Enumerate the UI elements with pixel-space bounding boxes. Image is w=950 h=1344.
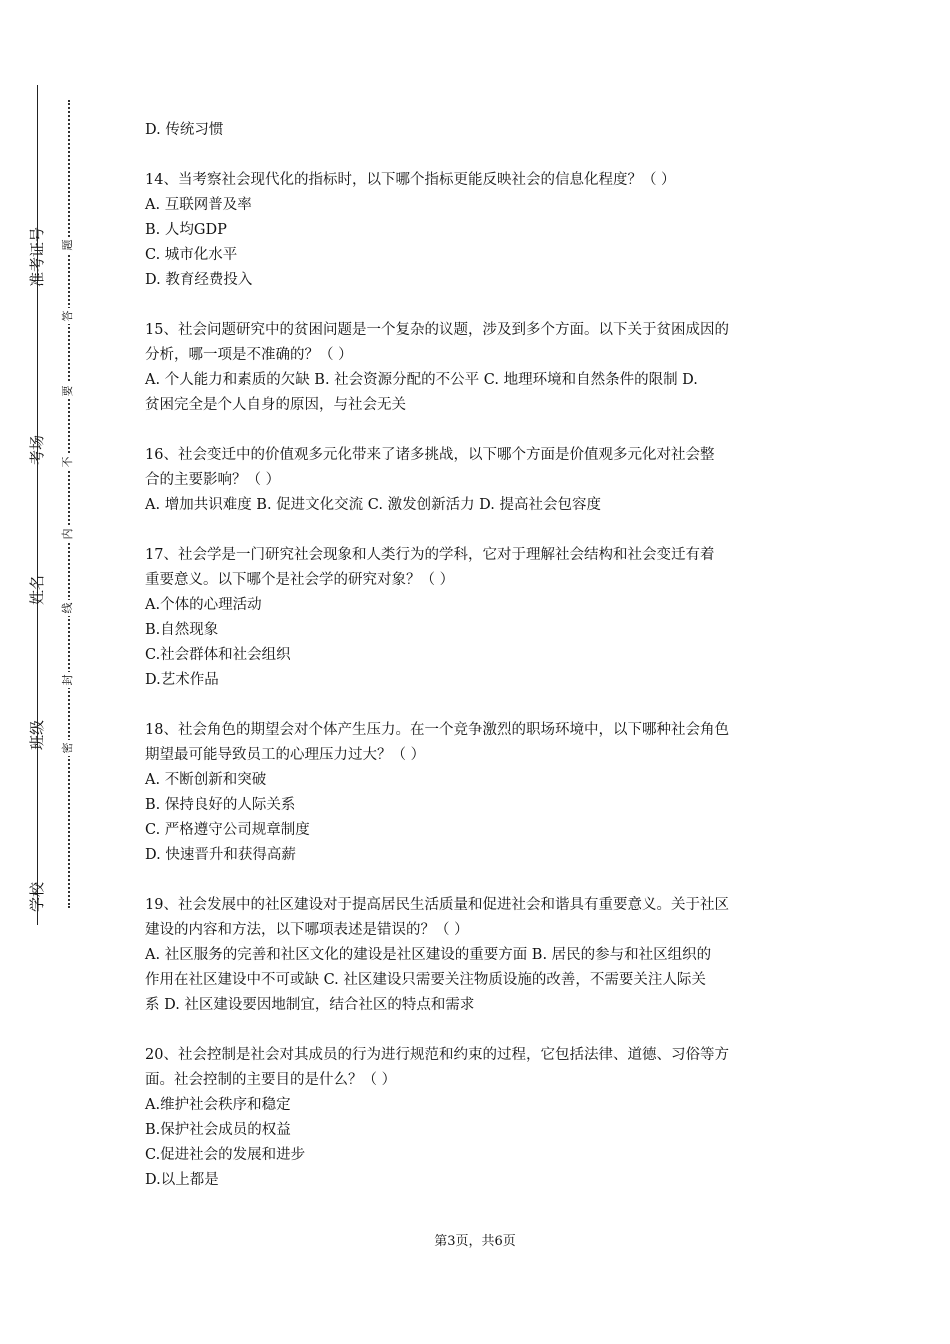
question-line: A. 增加共识难度 B. 促进文化交流 C. 激发创新活力 D. 提高社会包容度 xyxy=(145,497,602,513)
question-line: C.社会群体和社会组织 xyxy=(145,647,291,663)
question-line: A. 不断创新和突破 xyxy=(145,772,267,788)
question-line: 作用在社区建设中不可或缺 C. 社区建设只需要关注物质设施的改善，不需要关注人际关 xyxy=(145,972,706,988)
question-line: C.促进社会的发展和进步 xyxy=(145,1147,306,1163)
question-line: 16、社会变迁中的价值观多元化带来了诸多挑战，以下哪个方面是价值观多元化对社会整 xyxy=(145,447,715,463)
margin-label: 学校 xyxy=(28,881,46,912)
question-line: 重要意义。以下哪个是社会学的研究对象？（ ） xyxy=(145,572,455,588)
seal-char: 题 xyxy=(60,237,76,253)
question-line: D. 教育经费投入 xyxy=(145,272,253,288)
question-line: D.以上都是 xyxy=(145,1172,219,1188)
margin-label: 姓名 xyxy=(28,574,46,605)
question-line: A. 个人能力和素质的欠缺 B. 社会资源分配的不公平 C. 地理环境和自然条件的限制 D. xyxy=(145,372,698,388)
question-line: A.维护社会秩序和稳定 xyxy=(145,1097,291,1113)
margin-label: 班级 xyxy=(28,719,46,750)
question-block xyxy=(145,893,813,1018)
seal-char: 不 xyxy=(60,454,76,470)
question-line: A.个体的心理活动 xyxy=(145,597,262,613)
question-line: B.自然现象 xyxy=(145,622,219,638)
question-line: A. 社区服务的完善和社区文化的建设是社区建设的重要方面 B. 居民的参与和社区组织的 xyxy=(145,947,712,963)
question-line: 分析，哪一项是不准确的？（ ） xyxy=(145,347,353,363)
question-line: C. 严格遵守公司规章制度 xyxy=(145,822,310,838)
question-block xyxy=(145,718,813,868)
question-line: D. 传统习惯 xyxy=(145,122,224,138)
question-line: 期望最可能导致员工的心理压力过大？（ ） xyxy=(145,747,426,763)
binding-line xyxy=(37,85,38,925)
question-line: D.艺术作品 xyxy=(145,672,219,688)
question-line: 19、社会发展中的社区建设对于提高居民生活质量和促进社会和谐具有重要意义。关于社区 xyxy=(145,897,729,913)
question-line: 14、当考察社会现代化的指标时，以下哪个指标更能反映社会的信息化程度？（ ） xyxy=(145,172,676,188)
question-line: B. 保持良好的人际关系 xyxy=(145,797,296,813)
question-line: 贫困完全是个人自身的原因，与社会无关 xyxy=(145,397,406,413)
question-block xyxy=(145,543,813,693)
question-line: 系 D. 社区建设要因地制宜，结合社区的特点和需求 xyxy=(145,997,475,1013)
seal-char: 要 xyxy=(60,383,76,399)
margin-label: 考场 xyxy=(28,434,46,465)
seal-char: 答 xyxy=(60,308,76,324)
page-footer: 第3页，共6页 xyxy=(434,1234,516,1249)
seal-char: 封 xyxy=(60,672,76,688)
question-line: B.保护社会成员的权益 xyxy=(145,1122,291,1138)
question-line: B. 人均GDP xyxy=(145,222,227,238)
question-line: 20、社会控制是社会对其成员的行为进行规范和约束的过程，它包括法律、道德、习俗等方 xyxy=(145,1047,729,1063)
question-line: C. 城市化水平 xyxy=(145,247,238,263)
question-line: 合的主要影响？（ ） xyxy=(145,472,281,488)
question-line: 面。社会控制的主要目的是什么？（ ） xyxy=(145,1072,397,1088)
question-line: D. 快速晋升和获得高薪 xyxy=(145,847,296,863)
question-line: 17、社会学是一门研究社会现象和人类行为的学科，它对于理解社会结构和社会变迁有着 xyxy=(145,547,715,563)
seal-char: 内 xyxy=(60,526,76,542)
question-line: 建设的内容和方法，以下哪项表述是错误的？（ ） xyxy=(145,922,469,938)
seal-dotted-line xyxy=(68,100,70,908)
question-block xyxy=(145,318,813,418)
question-line: 15、社会问题研究中的贫困问题是一个复杂的议题，涉及到多个方面。以下关于贫困成因的 xyxy=(145,322,729,338)
question-line: 18、社会角色的期望会对个体产生压力。在一个竞争激烈的职场环境中，以下哪种社会角色 xyxy=(145,722,729,738)
question-line: A. 互联网普及率 xyxy=(145,197,252,213)
question-block xyxy=(145,1043,813,1193)
seal-char: 密 xyxy=(60,740,76,756)
question-block xyxy=(145,443,813,518)
question-list xyxy=(145,118,813,1218)
question-block xyxy=(145,118,813,143)
margin-label: 准考证号 xyxy=(28,226,46,287)
question-block xyxy=(145,168,813,293)
seal-char: 线 xyxy=(60,600,76,616)
